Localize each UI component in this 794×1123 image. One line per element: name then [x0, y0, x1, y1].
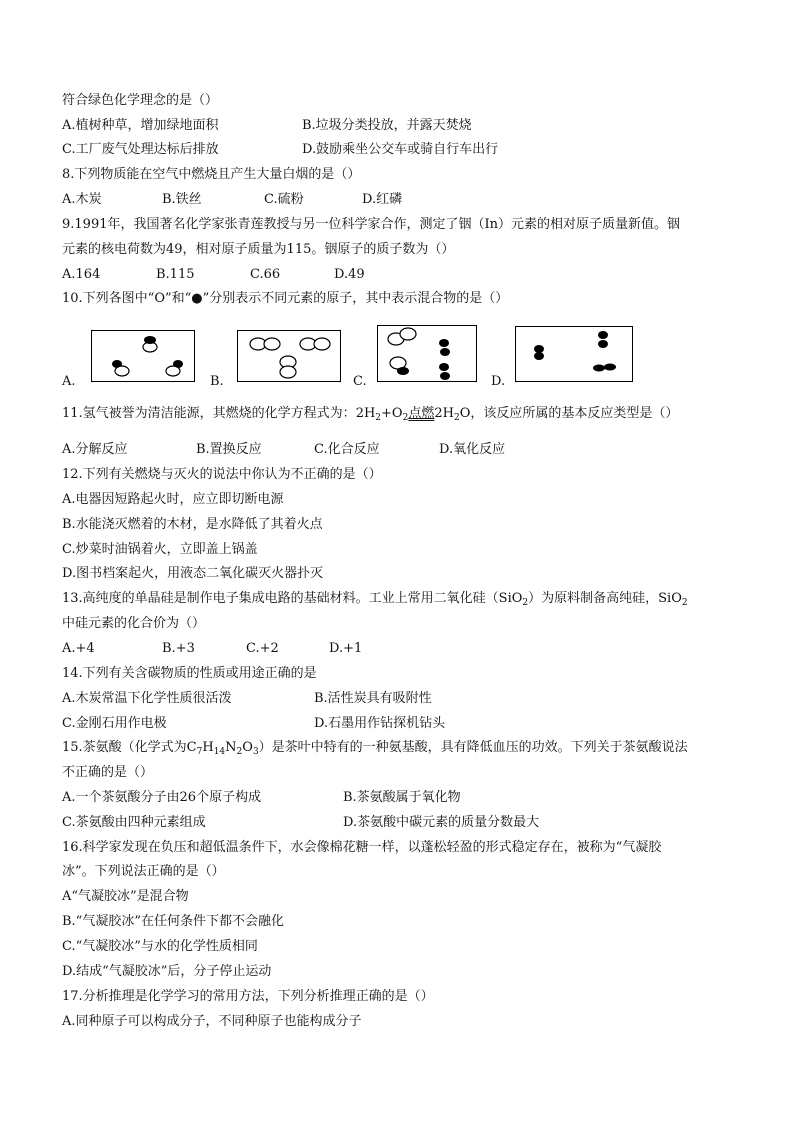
q15-stem-text: 15.茶氨酸（化学式为C — [62, 740, 197, 755]
q13-option-d: D.+1 — [329, 641, 363, 656]
q16-stem-line2: 冰”。下列说法正确的是（） — [62, 864, 225, 879]
q17-option-a: A.同种原子可以构成分子，不同种原子也能构成分子 — [62, 1014, 362, 1029]
q16-option-a: A“气凝胶冰”是混合物 — [62, 889, 189, 904]
formula-n: N — [225, 740, 237, 755]
q14-option-d: D.石墨用作钻探机钻头 — [314, 716, 446, 731]
q11-stem-tail: ，该反应所属的基本反应类型是（） — [470, 406, 679, 421]
formula-n-subscript: 2 — [236, 747, 243, 757]
q9-option-d: D.49 — [334, 267, 365, 282]
q11-option-c: C.化合反应 — [314, 442, 380, 457]
q15-option-c: C.茶氨酸由四种元素组成 — [62, 815, 206, 830]
formula-c-subscript: 7 — [196, 747, 203, 757]
q10-diagram-d-atoms — [516, 327, 632, 381]
q8-stem: 8.下列物质能在空气中燃烧且产生大量白烟的是（） — [62, 167, 361, 182]
sio2-subscript: 2 — [522, 598, 529, 608]
q7-option-a: A.植树种草，增加绿地面积 — [62, 118, 219, 133]
q8-option-d: D.红磷 — [362, 192, 403, 207]
q15-stem-line2: 不正确的是（） — [62, 765, 154, 780]
equation-condition: 点燃 — [408, 406, 435, 421]
q15-option-b: B.茶氨酸属于氧化物 — [343, 790, 461, 805]
q9-stem-line1: 9.1991年，我国著名化学家张青莲教授与另一位科学家合作，测定了铟（In）元素的相对原子质量新值。铟 — [62, 217, 680, 232]
q13-option-a: A.+4 — [62, 641, 95, 656]
q11-option-d: D.氧化反应 — [439, 442, 506, 457]
q9-option-c: C.66 — [250, 267, 281, 282]
q11-option-b: B.置换反应 — [196, 442, 262, 457]
q11-option-a: A.分解反应 — [62, 442, 128, 457]
q15-stem-line1 — [62, 740, 688, 756]
q10-diagram-d — [515, 326, 633, 382]
q13-stem-line2: 中硅元素的化合价为（） — [62, 616, 206, 631]
q11-stem-text: 11.氢气被誉为清洁能源，其燃烧的化学方程式为： — [62, 406, 356, 421]
q15-stem-text-2: ）是茶叶中特有的一种氨基酸，具有降低血压的功效。下列关于茶氨酸说法 — [258, 740, 688, 755]
q12-option-a: A.电器因短路起火时，应立即切断电源 — [62, 492, 284, 507]
q10-label-b: B. — [210, 374, 224, 389]
equation-o2-subscript: 2 — [402, 413, 409, 423]
equation-h2-subscript: 2 — [375, 413, 382, 423]
q10-diagram-b-atoms — [238, 331, 340, 381]
q7-option-d: D.鼓励乘坐公交车或骑自行车出行 — [302, 142, 499, 157]
equation-product: 2H — [434, 406, 454, 421]
formula-o-subscript: 3 — [252, 747, 259, 757]
q10-diagram-b — [237, 330, 341, 382]
q14-option-c: C.金刚石用作电极 — [62, 716, 167, 731]
q14-stem: 14.下列有关含碳物质的性质或用途正确的是 — [62, 666, 317, 681]
formula-h-subscript: 14 — [213, 747, 226, 757]
q13-stem-text: 13.高纯度的单晶硅是制作电子集成电路的基础材料。工业上常用二氧化硅（SiO — [62, 591, 523, 606]
q13-option-b: B.+3 — [162, 641, 195, 656]
q13-stem-line1 — [62, 591, 688, 607]
q9-stem-line2: 元素的核电荷数为49，相对原子质量为115。铟原子的质子数为（） — [62, 242, 455, 257]
q12-option-c: C.炒菜时油锅着火，立即盖上锅盖 — [62, 542, 258, 557]
q14-option-a: A.木炭常温下化学性质很活泼 — [62, 691, 232, 706]
q16-option-c: C.“气凝胶冰”与水的化学性质相同 — [62, 939, 258, 954]
q12-option-b: B.水能浇灭燃着的木材，是水降低了其着火点 — [62, 517, 323, 532]
q8-option-a: A.木炭 — [62, 192, 102, 207]
q7-option-c: C.工厂废气处理达标后排放 — [62, 142, 219, 157]
formula-o: O — [242, 740, 253, 755]
q16-stem-line1: 16.科学家发现在负压和超低温条件下，水会像棉花糖一样，以蓬松轻盈的形式稳定存在，被称为“气凝胶 — [62, 840, 662, 855]
q10-diagram-c — [377, 325, 477, 382]
q9-option-a: A.164 — [62, 267, 101, 282]
q7-stem: 符合绿色化学理念的是（） — [62, 93, 219, 108]
q15-option-d: D.茶氨酸中碳元素的质量分数最大 — [343, 815, 540, 830]
q10-diagram-a-atoms — [92, 331, 194, 381]
q13-option-c: C.+2 — [246, 641, 279, 656]
q8-option-b: B.铁丝 — [162, 192, 202, 207]
sio2-subscript-2: 2 — [681, 598, 688, 608]
equation-product-subscript: 2 — [453, 413, 460, 423]
equation-product-o: O — [459, 406, 471, 421]
q11-stem — [62, 406, 678, 422]
q17-stem: 17.分析推理是化学学习的常用方法，下列分析推理正确的是（） — [62, 989, 434, 1004]
q9-option-b: B.115 — [156, 267, 195, 282]
q7-option-b: B.垃圾分类投放，并露天焚烧 — [302, 118, 472, 133]
q8-option-c: C.硫粉 — [264, 192, 304, 207]
formula-h: H — [202, 740, 214, 755]
equation-reactant-o2: +O — [381, 406, 403, 421]
q16-option-d: D.结成“气凝胶冰”后，分子停止运动 — [62, 964, 272, 979]
q10-diagram-c-atoms — [378, 326, 476, 381]
q12-stem: 12.下列有关燃烧与灭火的说法中你认为不正确的是（） — [62, 467, 382, 482]
q10-stem: 10.下列各图中“O”和“●”分别表示不同元素的原子，其中表示混合物的是（） — [62, 291, 509, 306]
equation-reactant-h2: 2H — [355, 406, 376, 421]
q10-label-d: D. — [491, 374, 506, 389]
q16-option-b: B.“气凝胶冰”在任何条件下都不会融化 — [62, 914, 284, 929]
q12-option-d: D.图书档案起火，用液态二氧化碳灭火器扑灭 — [62, 566, 324, 581]
q10-diagram-a — [91, 330, 195, 382]
q10-label-c: C. — [353, 374, 367, 389]
q15-option-a: A.一个茶氨酸分子由26个原子构成 — [62, 790, 262, 805]
q13-stem-text-2: ）为原料制备高纯硅，SiO — [528, 591, 682, 606]
q10-label-a: A. — [62, 374, 76, 389]
q14-option-b: B.活性炭具有吸附性 — [314, 691, 432, 706]
